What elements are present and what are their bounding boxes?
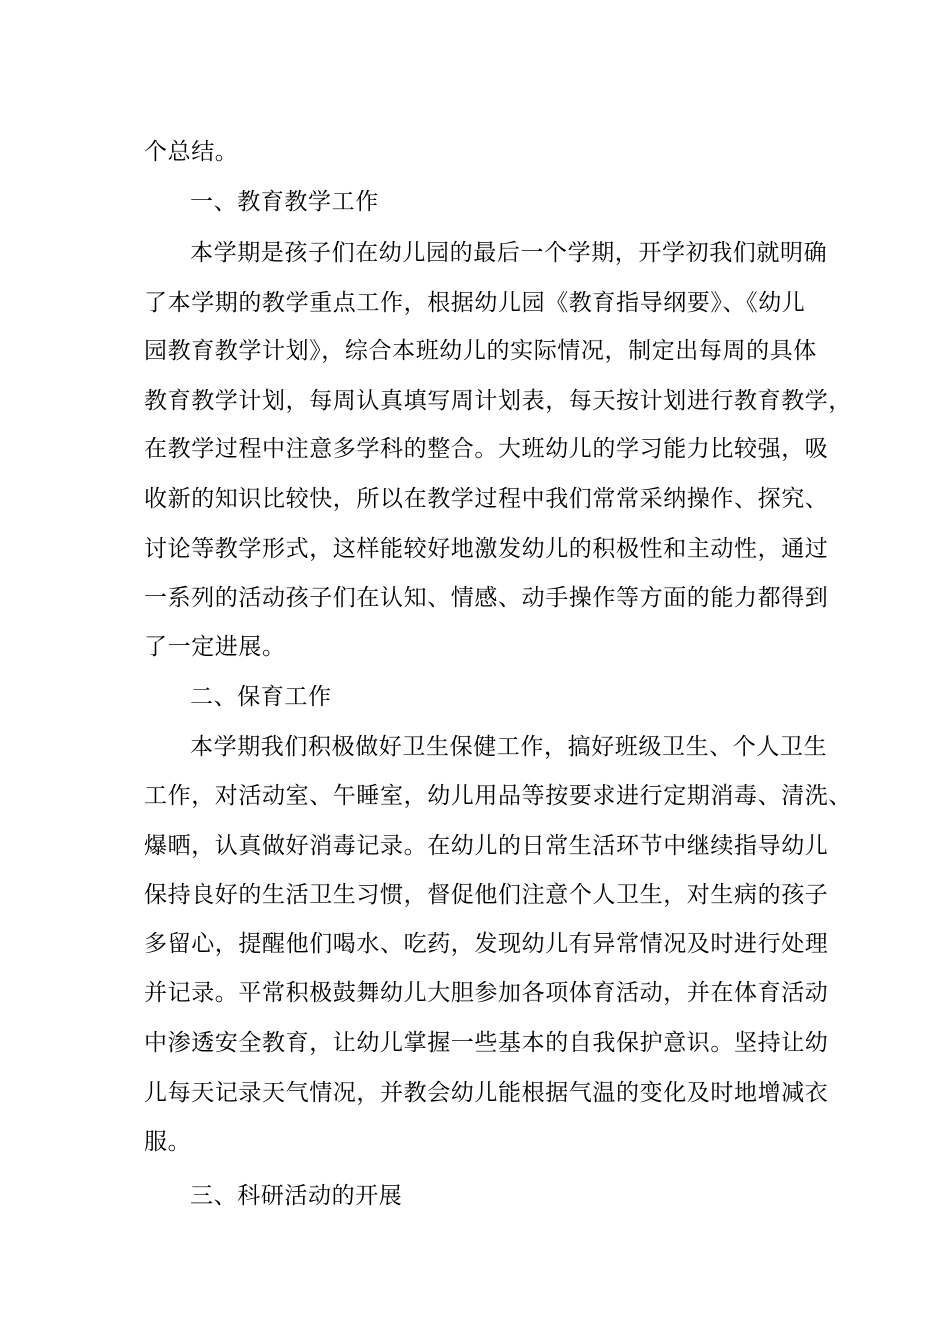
text-line: 在教学过程中注意多学科的整合。大班幼儿的学习能力比较强，吸 — [144, 436, 829, 462]
text-line: 多留心，提醒他们喝水、吃药，发现幼儿有异常情况及时进行处理 — [144, 931, 829, 957]
text-line: 个总结。 — [144, 139, 239, 165]
text-line: 园教育教学计划》，综合本班幼儿的实际情况，制定出每周的具体 — [144, 338, 817, 364]
text-line: 工作，对活动室、午睡室，幼儿用品等按要求进行定期消毒、清洗、 — [144, 783, 852, 809]
text-line: 爆晒，认真做好消毒记录。在幼儿的日常生活环节中继续指导幼儿 — [144, 833, 829, 859]
text-line: 并记录。平常积极鼓舞幼儿大胆参加各项体育活动，并在体育活动 — [144, 980, 829, 1006]
text-line: 教育教学计划，每周认真填写周计划表，每天按计划进行教育教学， — [144, 388, 852, 414]
text-line: 讨论等教学形式，这样能较好地激发幼儿的积极性和主动性，通过 — [144, 536, 829, 562]
text-line: 保持良好的生活卫生习惯，督促他们注意个人卫生，对生病的孩子 — [144, 882, 829, 908]
text-line: 服。 — [144, 1129, 192, 1155]
text-line: 一系列的活动孩子们在认知、情感、动手操作等方面的能力都得到 — [144, 585, 829, 611]
section-heading-care: 二、保育工作 — [190, 684, 332, 710]
text-line: 中渗透安全教育，让幼儿掌握一些基本的自我保护意识。坚持让幼 — [144, 1030, 829, 1056]
text-line: 了一定进展。 — [144, 634, 286, 660]
text-line: 了本学期的教学重点工作，根据幼儿园《教育指导纲要》、《幼儿 — [144, 290, 806, 316]
text-line: 收新的知识比较快，所以在教学过程中我们常常采纳操作、探究、 — [144, 486, 829, 512]
section-heading-research: 三、科研活动的开展 — [190, 1183, 403, 1209]
text-line: 儿每天记录天气情况，并教会幼儿能根据气温的变化及时地增减衣 — [144, 1080, 829, 1106]
section-heading-teaching: 一、教育教学工作 — [190, 189, 379, 215]
text-line: 本学期我们积极做好卫生保健工作，搞好班级卫生、个人卫生 — [190, 734, 828, 760]
text-line: 本学期是孩子们在幼儿园的最后一个学期，开学初我们就明确 — [190, 240, 828, 266]
